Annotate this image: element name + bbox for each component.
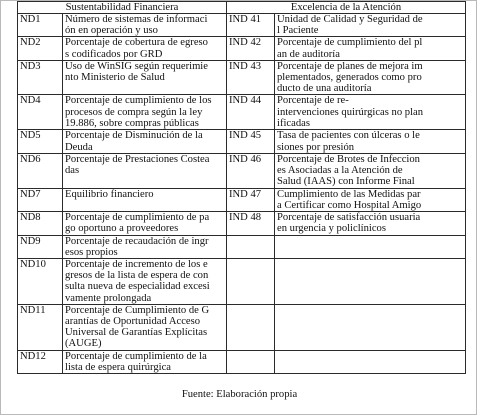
indicator-code-cell	[227, 259, 275, 305]
indicator-code-cell: ND6	[18, 153, 63, 188]
table-header	[18, 2, 466, 14]
indicator-description-cell: Porcentaje de incremento de los e gresos de la lista de espera de con sulta nueva de especialidad excesi vamente prolongada	[63, 259, 227, 305]
indicator-code-cell: IND 46	[227, 153, 275, 188]
indicators-table	[17, 1, 466, 374]
indicator-description-cell	[275, 304, 466, 350]
indicator-description-cell: Porcentaje de Brotes de Infeccion es Asociadas a la Atención de Salud (IAAS) con Informe Final	[275, 153, 466, 188]
indicator-description-cell: Porcentaje de cumplimiento del pl an de auditoría	[275, 37, 466, 60]
table-row	[18, 350, 466, 373]
table-row	[18, 188, 466, 211]
indicator-code-cell: IND 41	[227, 14, 275, 37]
indicator-description-cell	[275, 350, 466, 373]
indicator-code-cell: IND 47	[227, 188, 275, 211]
indicator-description-cell: Unidad de Calidad y Seguridad de l Paciente	[275, 14, 466, 37]
table-row	[18, 60, 466, 95]
table-row	[18, 95, 466, 130]
indicator-description-cell: Porcentaje de cumplimiento de pa go oportuno a proveedores	[63, 212, 227, 235]
indicator-description-cell: Porcentaje de recaudación de ingr esos propios	[63, 235, 227, 258]
indicator-description-cell: Porcentaje de cumplimiento de los procesos de compra según la ley 19.886, sobre compras públicas	[63, 95, 227, 130]
indicator-code-cell	[227, 350, 275, 373]
indicator-description-cell: Porcentaje de Cumplimiento de G arantías de Oportunidad Acceso Universal de Garantías Explícitas (AUGE)	[63, 304, 227, 350]
indicator-description-cell: Porcentaje de cumplimiento de la lista de espera quirúrgica	[63, 350, 227, 373]
indicator-description-cell: Porcentaje de Disminución de la Deuda	[63, 130, 227, 153]
indicator-code-cell: ND8	[18, 212, 63, 235]
table-row	[18, 212, 466, 235]
indicator-code-cell: ND1	[18, 14, 63, 37]
indicator-code-cell: ND4	[18, 95, 63, 130]
table-body	[18, 14, 466, 374]
table-row	[18, 37, 466, 60]
indicator-code-cell	[227, 235, 275, 258]
indicator-code-cell: ND2	[18, 37, 63, 60]
indicator-description-cell: Porcentaje de satisfacción usuaria en urgencia y policlínicos	[275, 212, 466, 235]
table-row	[18, 153, 466, 188]
indicator-code-cell: ND9	[18, 235, 63, 258]
source-caption: Fuente: Elaboración propia	[181, 389, 298, 400]
indicator-description-cell: Porcentaje de Prestaciones Costea das	[63, 153, 227, 188]
indicator-description-cell: Porcentaje de re- intervenciones quirúrgicas no plan ificadas	[275, 95, 466, 130]
indicator-code-cell: ND5	[18, 130, 63, 153]
indicator-code-cell: IND 43	[227, 60, 275, 95]
table-row	[18, 14, 466, 37]
indicator-description-cell	[275, 259, 466, 305]
indicator-code-cell: ND7	[18, 188, 63, 211]
table-row	[18, 259, 466, 305]
indicator-description-cell: Porcentaje de cobertura de egreso s codificados por GRD	[63, 37, 227, 60]
header-financial-sustainability: Sustentabilidad Financiera	[18, 2, 227, 14]
indicator-description-cell: Porcentaje de planes de mejora im plementados, generados como pro ducto de una auditoría	[275, 60, 466, 95]
indicator-description-cell	[275, 235, 466, 258]
indicator-code-cell	[227, 304, 275, 350]
indicator-description-cell: Número de sistemas de informaci ón en operación y uso	[63, 14, 227, 37]
indicator-description-cell: Tasa de pacientes con úlceras o le siones por presión	[275, 130, 466, 153]
table-row	[18, 235, 466, 258]
indicator-code-cell: IND 42	[227, 37, 275, 60]
table-row	[18, 304, 466, 350]
indicator-code-cell: IND 48	[227, 212, 275, 235]
indicator-code-cell: ND12	[18, 350, 63, 373]
indicator-description-cell: Uso de WinSIG según requerimie nto Ministerio de Salud	[63, 60, 227, 95]
header-care-excellence: Excelencia de la Atención	[227, 2, 466, 14]
indicator-description-cell: Equilibrio financiero	[63, 188, 227, 211]
indicator-code-cell: IND 44	[227, 95, 275, 130]
table-row	[18, 130, 466, 153]
indicator-code-cell: ND11	[18, 304, 63, 350]
indicator-description-cell: Cumplimiento de las Medidas par a Certificar como Hospital Amigo	[275, 188, 466, 211]
indicator-code-cell: IND 45	[227, 130, 275, 153]
indicator-code-cell: ND10	[18, 259, 63, 305]
indicator-code-cell: ND3	[18, 60, 63, 95]
header-row	[18, 2, 466, 14]
